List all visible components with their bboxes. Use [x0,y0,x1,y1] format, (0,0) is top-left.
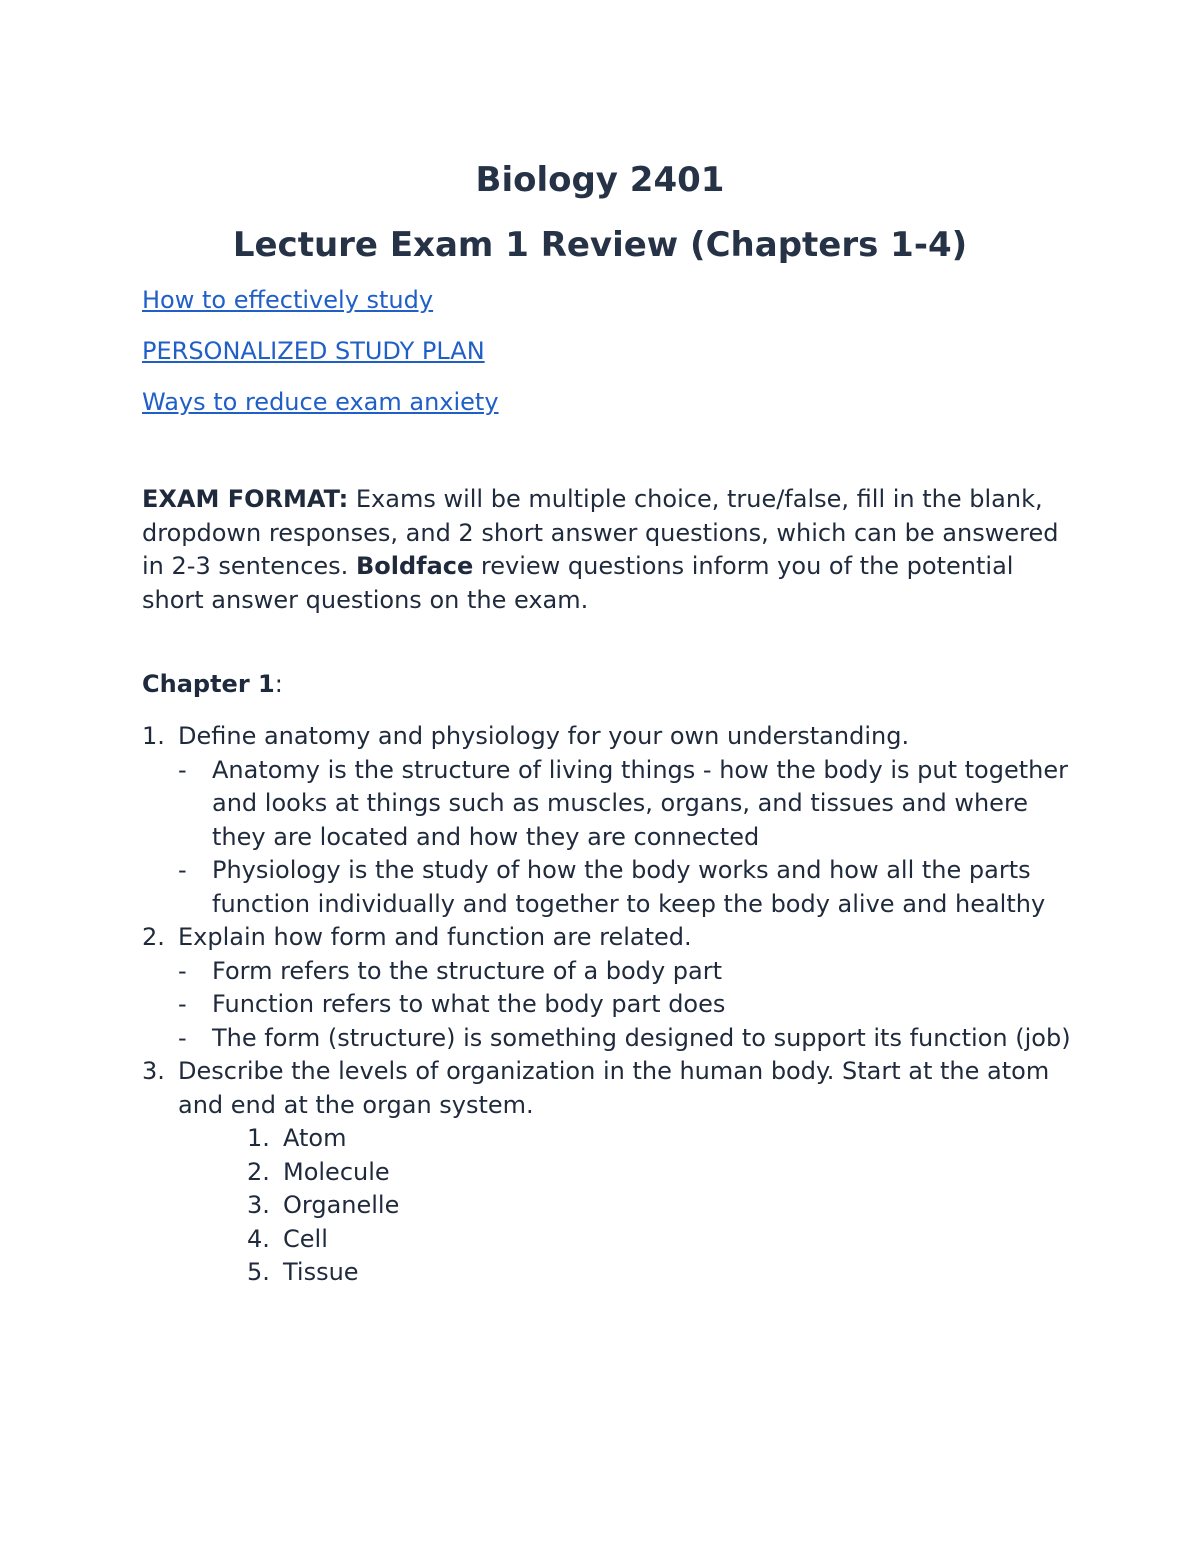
level-item [247,1189,1072,1223]
exam-format-text-2: review questions inform you of the potential short answer questions on the exam. [142,552,1014,614]
question-text: Define anatomy and physiology for your own understanding. [178,722,910,750]
question-list [142,720,1072,1290]
exam-format-text-1: Exams will be multiple choice, true/false, fill in the blank, dropdown responses, and 2 short answer questions, which can be answered in 2-3 sentences. [142,485,1059,580]
level-number: 5. [247,1258,270,1286]
answer-text: Form refers to the structure of a body part [212,956,722,985]
answer-item [178,955,1072,989]
document-title: Biology 2401 [475,160,725,200]
level-text: Atom [283,1124,347,1152]
dash-bullet: - [178,990,187,1018]
answer-item [178,854,1072,921]
level-number: 2. [247,1157,270,1186]
answer-item [178,1022,1072,1056]
level-item [247,1223,1072,1257]
dash-bullet: - [178,755,187,784]
link-study-plan[interactable]: PERSONALIZED STUDY PLAN [142,337,485,365]
answer-text: The form (structure) is something designed to support its function (job) [212,1023,1071,1052]
level-number: 4. [247,1224,270,1253]
question-item [142,1055,1072,1290]
dash-bullet: - [178,1023,187,1052]
level-item [247,1256,1072,1290]
exam-format-paragraph [142,483,1062,617]
question-item [142,921,1072,1055]
answer-text: Physiology is the study of how the body works and how all the parts function individually and together to keep the body alive and healthy [212,856,1046,918]
level-number: 3. [247,1191,270,1219]
chapter-heading [142,670,283,698]
boldface-word: Boldface [355,552,474,580]
chapter-label: Chapter 1 [142,670,275,698]
question-number: 1. [142,722,165,750]
level-number: 1. [247,1124,270,1152]
level-item [247,1122,1072,1156]
answer-item [178,988,1072,1022]
answer-text: Anatomy is the structure of living things - how the body is put together and looks at things such as muscles, organs, and tissues and where they are located and how they are connected [212,755,1068,851]
dash-bullet: - [178,856,187,884]
answer-list [178,754,1072,922]
question-text: Describe the levels of organization in the human body. Start at the atom and end at the organ system. [178,1057,1050,1119]
chapter-colon: : [274,670,283,698]
question-item [142,720,1072,921]
answer-item [178,754,1072,855]
exam-format-label: EXAM FORMAT: [142,485,349,513]
level-text: Organelle [283,1191,400,1219]
level-item [247,1156,1072,1190]
question-number: 3. [142,1057,165,1085]
question-text: Explain how form and function are related. [178,923,692,951]
level-text: Molecule [283,1157,390,1186]
answer-list [178,955,1072,1056]
link-exam-anxiety[interactable]: Ways to reduce exam anxiety [142,388,499,416]
organization-levels-list [178,1122,1072,1290]
level-text: Tissue [283,1258,359,1286]
question-number: 2. [142,923,165,951]
dash-bullet: - [178,956,187,985]
level-text: Cell [283,1224,328,1253]
document-subtitle: Lecture Exam 1 Review (Chapters 1-4) [232,225,968,265]
link-how-to-study[interactable]: How to effectively study [142,286,434,314]
answer-text: Function refers to what the body part does [212,990,726,1018]
